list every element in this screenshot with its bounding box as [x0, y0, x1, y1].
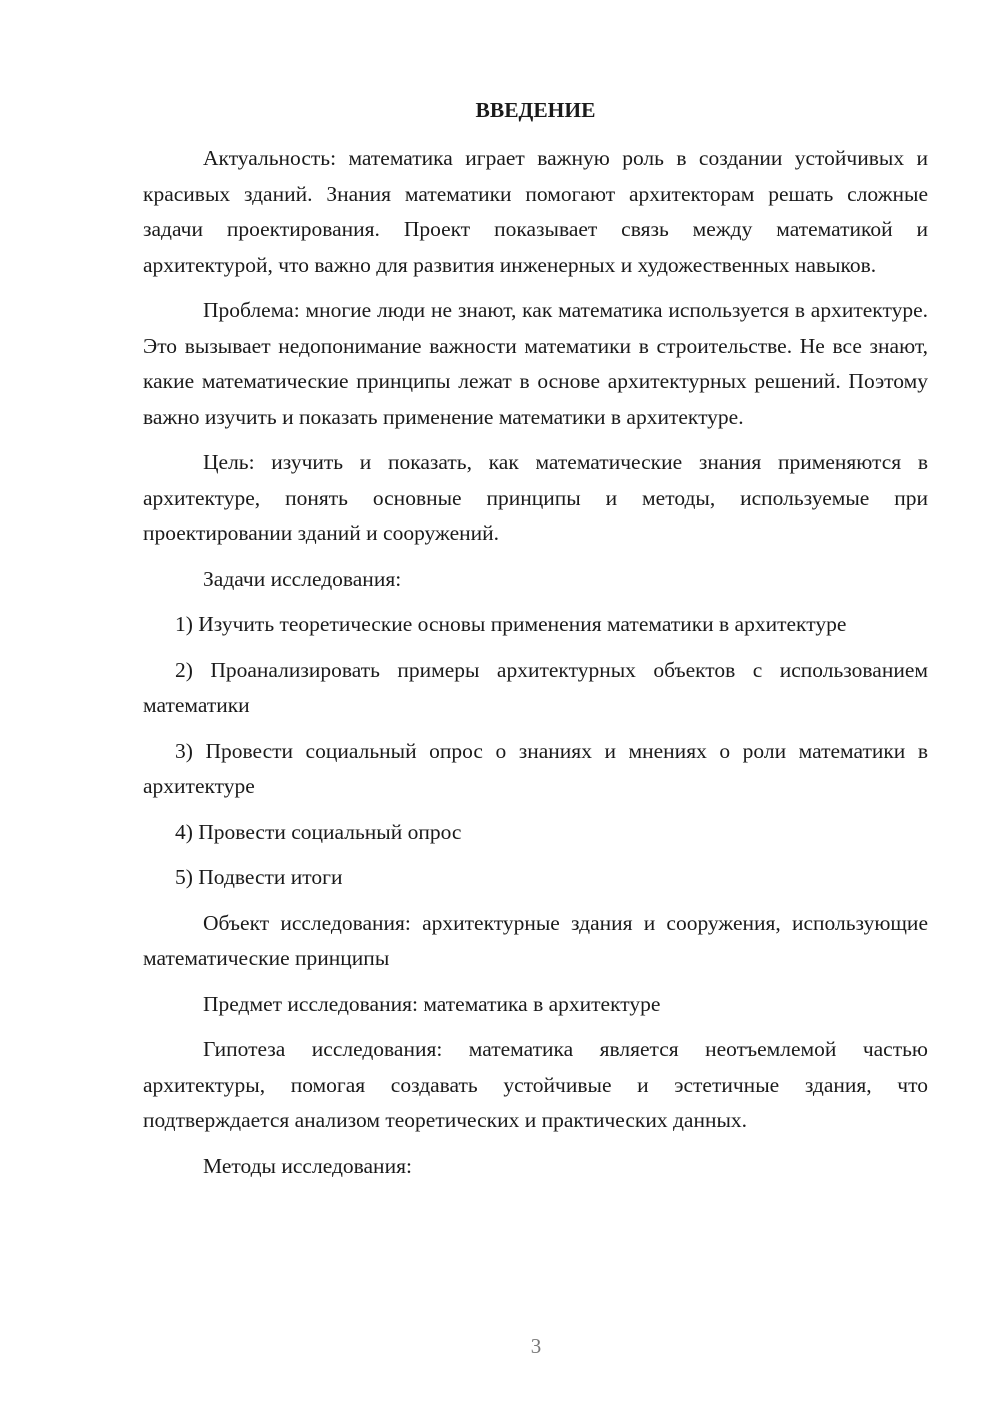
methods-heading: Методы исследования: — [203, 1153, 412, 1178]
task-item-4: 4) Провести социальный опрос — [175, 819, 462, 844]
paragraph-problem: Проблема: многие люди не знают, как математика используется в архитектуре. Это вызывает недопонимание важности математики в строительстве. Не все знают, какие математические принципы лежат в основе архитектурных решений. Поэтому важно изучить и показать применение математики в архитектуре. — [143, 298, 928, 429]
paragraph-hypothesis: Гипотеза исследования: математика является неотъемлемой частью архитектуры, помогая создавать устойчивые и эстетичные здания, что подтверждается анализом теоретических и практических данных. — [143, 1037, 928, 1132]
page-number: 3 — [530, 1334, 542, 1358]
task-item-1: 1) Изучить теоретические основы применения математики в архитектуре — [175, 612, 847, 636]
paragraph-subject: Предмет исследования: математика в архитектуре — [203, 991, 661, 1016]
section-title: ВВЕДЕНИЕ — [475, 98, 596, 122]
task-item-3: 3) Провести социальный опрос о знаниях и мнениях о роли математики в архитектуре — [143, 738, 928, 798]
paragraph-goal: Цель: изучить и показать, как математические знания применяются в архитектуре, понять основные принципы и методы, используемые при проектировании зданий и сооружений. — [143, 450, 928, 545]
paragraph-object: Объект исследования: архитектурные здания и сооружения, использующие математические принципы — [143, 910, 928, 970]
paragraph-relevance: Актуальность: математика играет важную роль в создании устойчивых и красивых зданий. Знания математики помогают архитекторам решать сложные задачи проектирования. Проект показывает связь между математикой и архитектурой, что важно для развития инженерных и художественных навыков. — [143, 146, 928, 277]
tasks-heading: Задачи исследования: — [203, 566, 402, 591]
task-item-5: 5) Подвести итоги — [175, 865, 343, 889]
task-item-2: 2) Проанализировать примеры архитектурных объектов с использованием математики — [143, 657, 928, 717]
document-page — [143, 95, 928, 1194]
